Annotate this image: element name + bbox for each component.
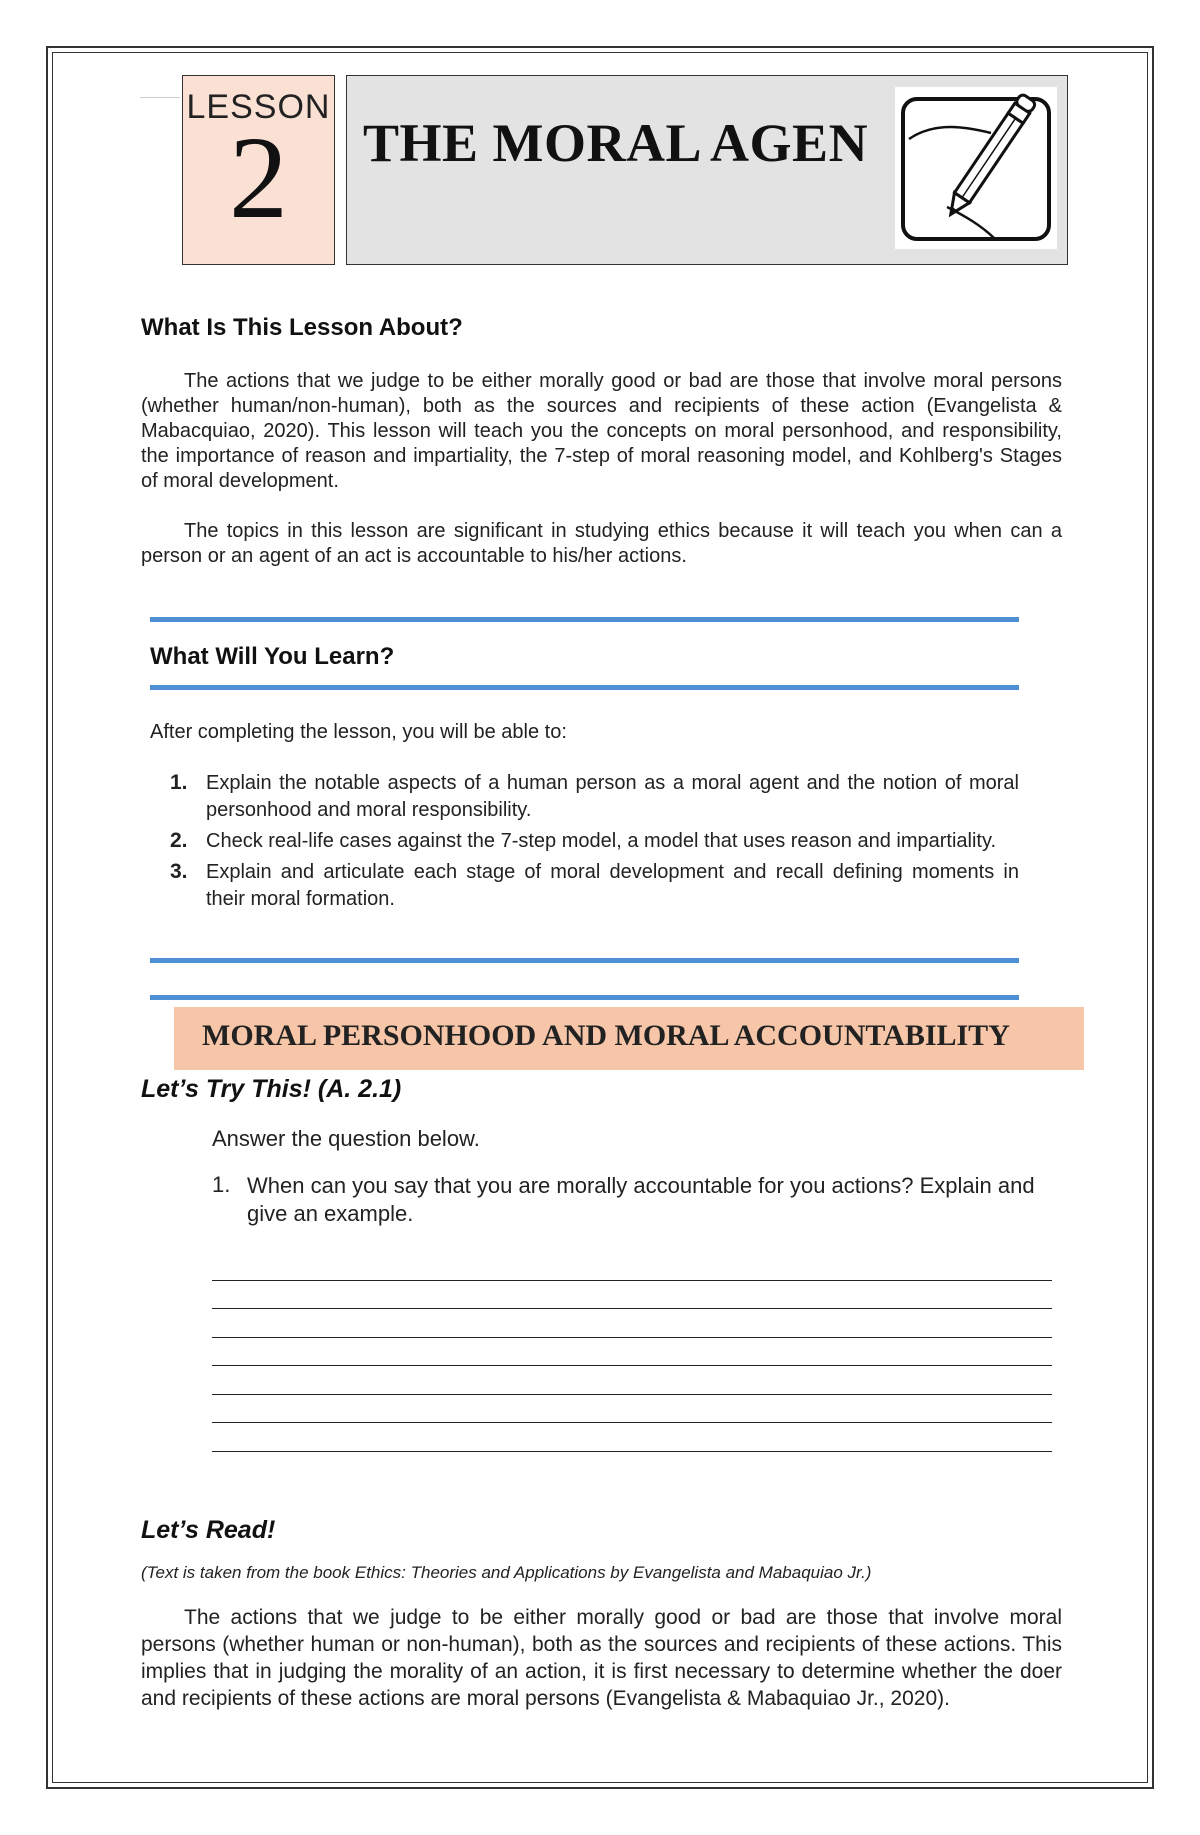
answer-line[interactable] [212, 1366, 1052, 1395]
objective-text: Explain and articulate each stage of moral development and recall defining moments in their moral formation. [206, 861, 1019, 910]
objective-number: 2. [170, 829, 188, 852]
section-banner [174, 1007, 1084, 1070]
lesson-title-box [346, 75, 1068, 265]
list-item [150, 770, 1019, 824]
banner-title: MORAL PERSONHOOD AND MORAL ACCOUNTABILITY [202, 1019, 1010, 1052]
answer-line[interactable] [212, 1395, 1052, 1424]
answer-line[interactable] [212, 1309, 1052, 1338]
divider-rule [150, 685, 1019, 690]
answer-lines[interactable] [212, 1252, 1052, 1452]
section-heading-about: What Is This Lesson About? [141, 314, 463, 341]
question-number: 1. [212, 1172, 231, 1197]
answer-line[interactable] [212, 1338, 1052, 1367]
section-heading-try-this: Let’s Try This! (A. 2.1) [141, 1075, 402, 1103]
objective-number: 3. [170, 860, 188, 883]
section-heading-learn: What Will You Learn? [150, 643, 395, 670]
read-paragraph: The actions that we judge to be either morally good or bad are those that involve moral persons (whether human or non-human), both as the sources and recipients of these actions. This implies that in judging the morality of an action, it is first necessary to determine whether the doer and recipients of these actions are moral persons (Evangelista & Mabaquiao Jr., 2020). [141, 1606, 1062, 1710]
lesson-label: LESSON [186, 88, 331, 126]
objective-text: Check real-life cases against the 7-step model, a model that uses reason and impartiality. [206, 830, 997, 852]
section-heading-read: Let’s Read! [141, 1516, 276, 1544]
source-note: (Text is taken from the book Ethics: Theories and Applications by Evangelista and Mabaquiao Jr.) [141, 1563, 872, 1582]
lesson-title: THE MORAL AGEN [363, 113, 869, 173]
question-text: When can you say that you are morally accountable for you actions? Explain and give an example. [247, 1173, 1035, 1226]
answer-line[interactable] [212, 1281, 1052, 1310]
divider-rule [150, 958, 1019, 963]
objective-text: Explain the notable aspects of a human person as a moral agent and the notion of moral personhood and moral responsibility. [206, 772, 1019, 821]
divider-rule [150, 995, 1019, 1000]
answer-line[interactable] [212, 1252, 1052, 1281]
divider-rule [150, 617, 1019, 622]
pencil-writing-icon [895, 87, 1057, 249]
objective-number: 1. [170, 771, 188, 794]
list-item [150, 828, 1019, 855]
activity-instruction: Answer the question below. [212, 1126, 480, 1151]
about-paragraph-2: The topics in this lesson are significant in studying ethics because it will teach you when can a person or an agent of an act is accountable to his/her actions. [141, 520, 1062, 567]
objectives-intro: After completing the lesson, you will be able to: [150, 721, 567, 743]
objectives-list [150, 770, 1019, 917]
lesson-number: 2 [229, 112, 288, 243]
about-paragraph-1: The actions that we judge to be either morally good or bad are those that involve moral persons (whether human/non-human), both as the sources and recipients of these action (Evangelista & Mabacquiao, 2020). This lesson will teach you the concepts on moral personhood, and responsibility, the importance of reason and impartiality, the 7-step of moral reasoning model, and Kohlberg's Stages of moral development. [141, 370, 1062, 492]
answer-line[interactable] [212, 1423, 1052, 1452]
list-item [150, 859, 1019, 913]
lesson-number-box [182, 75, 335, 265]
decorative-line [140, 97, 180, 98]
